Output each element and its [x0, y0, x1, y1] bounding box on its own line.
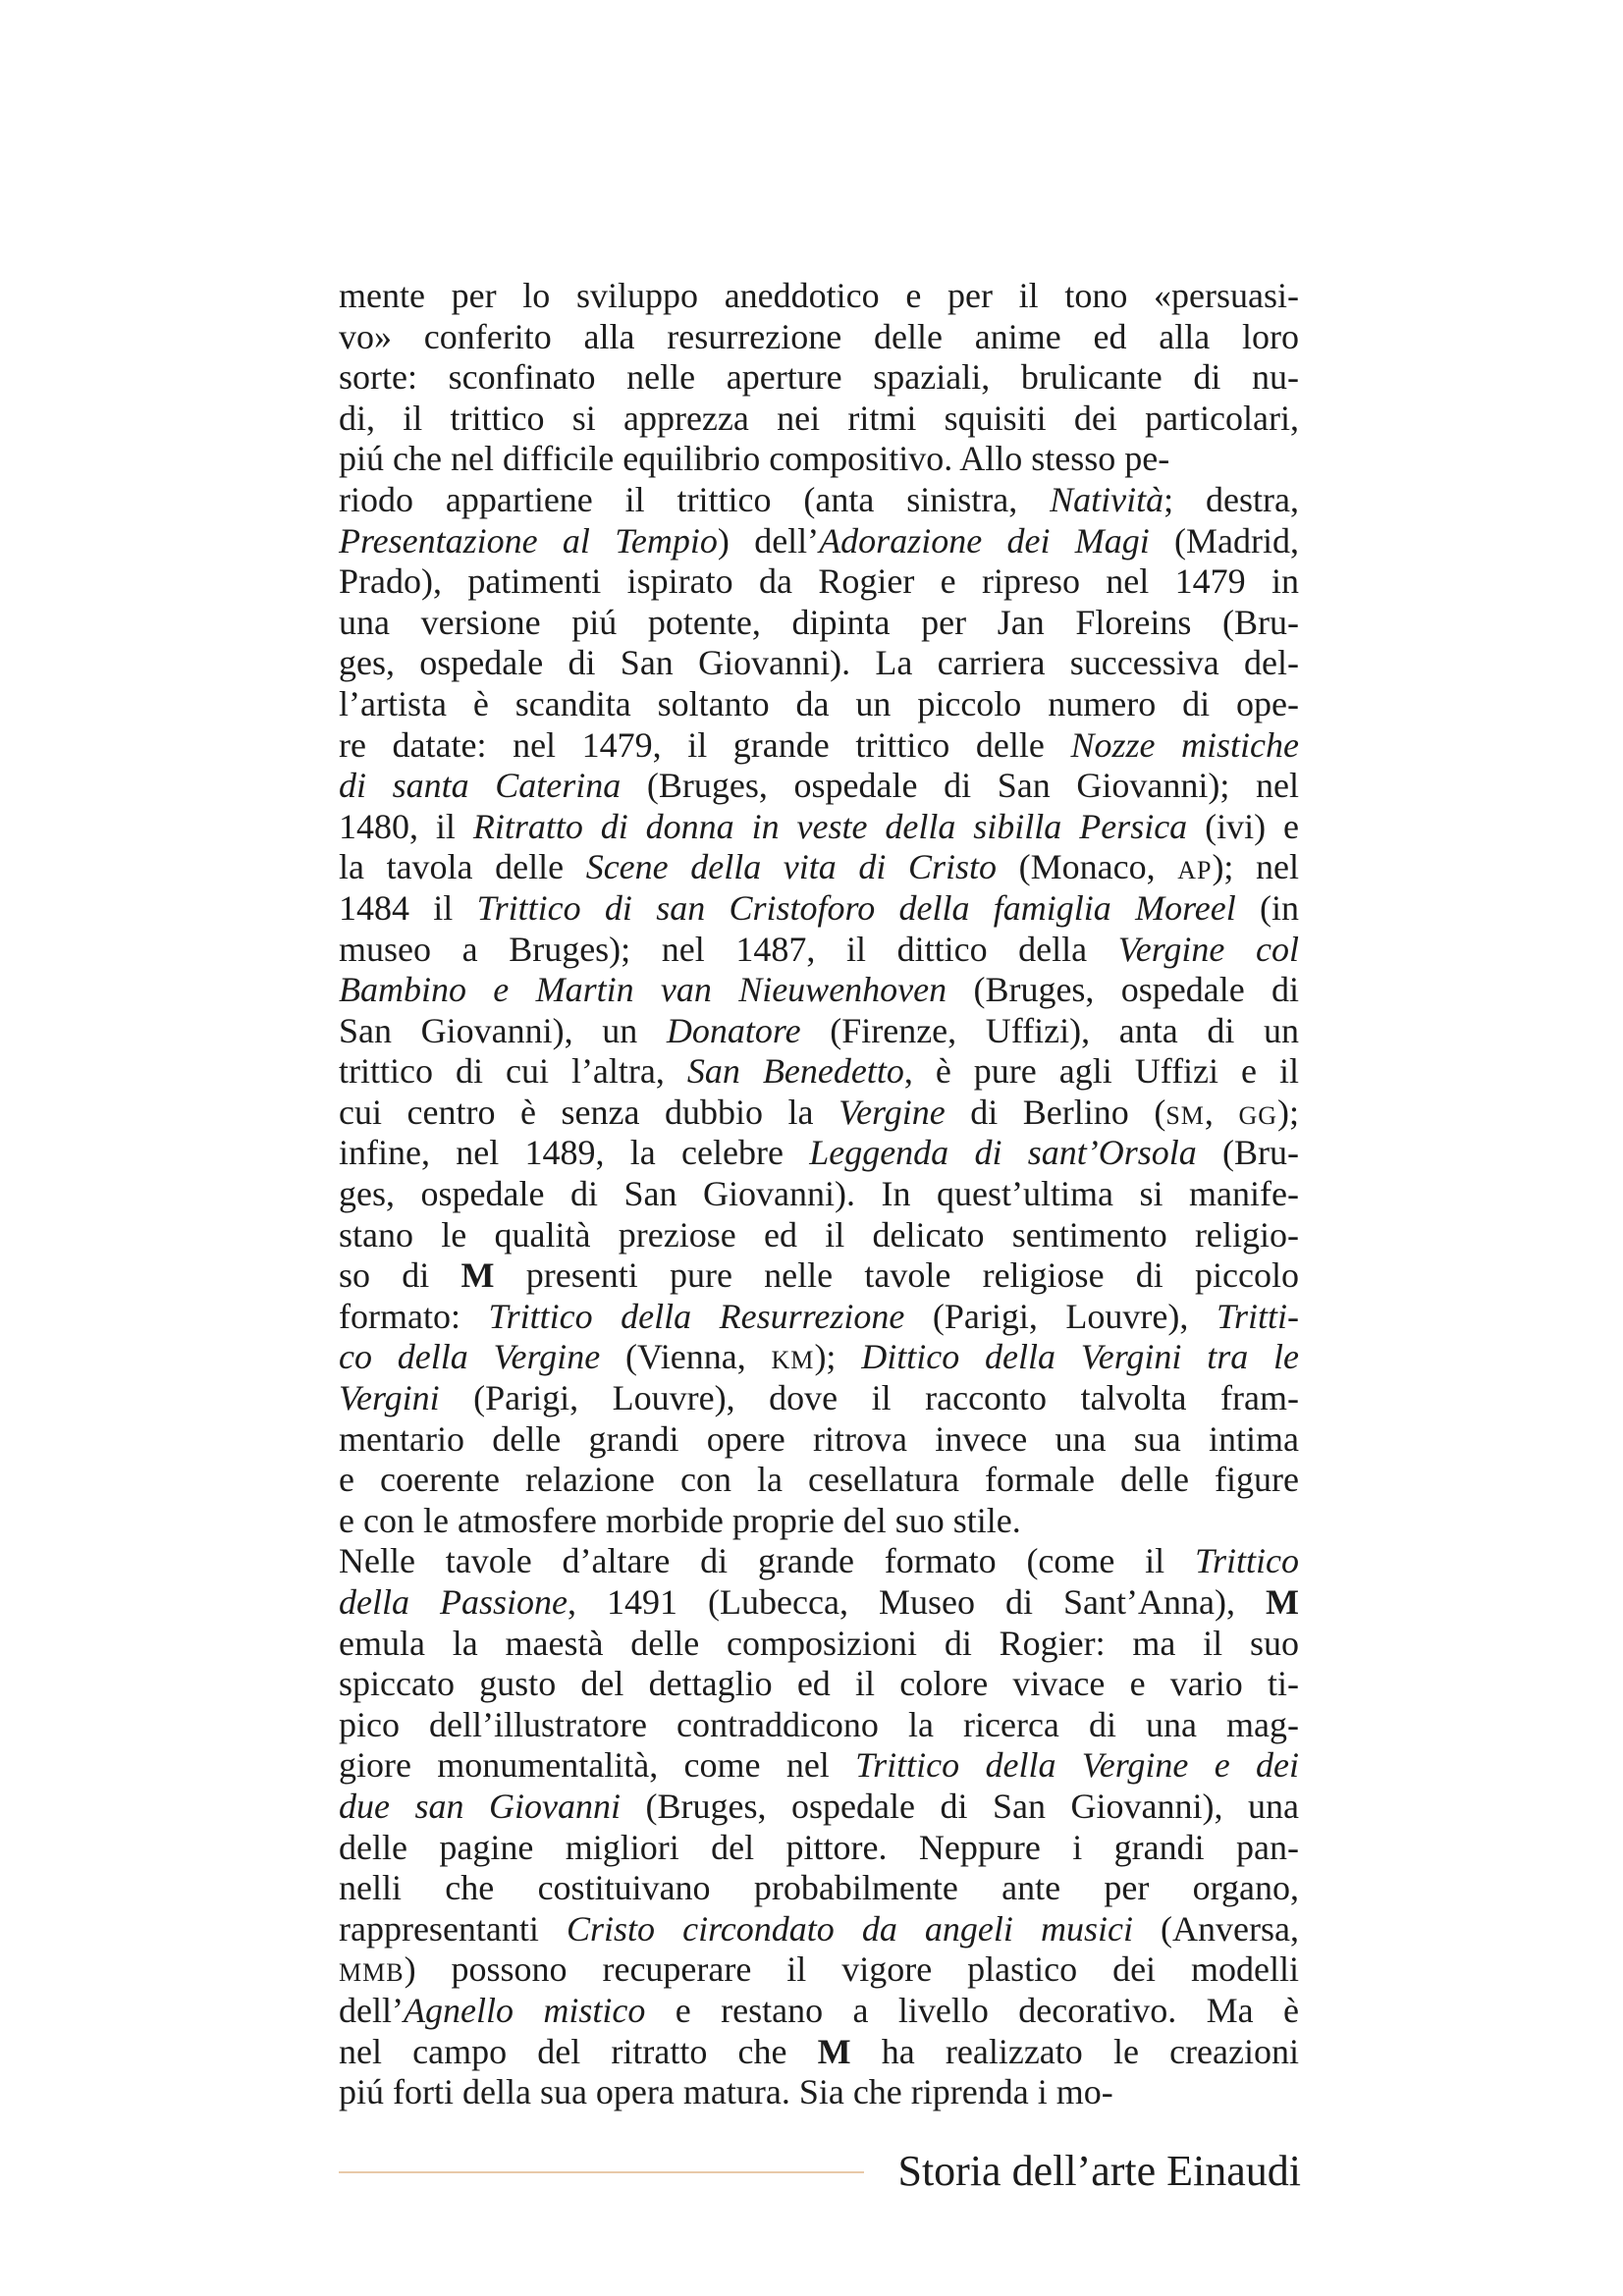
italic-title: Agnello mistico	[403, 1990, 646, 2030]
italic-title: co della Vergine	[339, 1337, 601, 1377]
text-line	[339, 1501, 1299, 1542]
italic-title: Trittico della Vergine e dei	[855, 1745, 1299, 1786]
text-line	[339, 1541, 1299, 1582]
text-run: ); nel	[1212, 847, 1300, 887]
text-run: (Vienna,	[600, 1337, 772, 1377]
text-run: ges, ospedale di San Giovanni). La carriera successiva del-	[339, 643, 1299, 683]
italic-title: Trittico	[1194, 1541, 1299, 1581]
italic-title: di santa Caterina	[339, 766, 622, 806]
text-line	[339, 1787, 1299, 1828]
text-line	[339, 1011, 1299, 1052]
italic-title: Scene della vita di Cristo	[585, 847, 998, 887]
text-line	[339, 1991, 1299, 2032]
text-line	[339, 1378, 1299, 1419]
italic-title: Presentazione al Tempio	[339, 520, 718, 561]
text-line	[339, 399, 1299, 440]
text-line	[339, 1828, 1299, 1869]
text-line	[339, 1337, 1299, 1378]
text-run: ) possono recuperare il vigore plastico dei modelli	[404, 1949, 1299, 1990]
text-line	[339, 1215, 1299, 1256]
text-run: (Parigi, Louvre),	[904, 1296, 1217, 1336]
text-run: 1484 il	[339, 887, 477, 928]
italic-title: Vergini	[339, 1378, 440, 1418]
text-line	[339, 1419, 1299, 1461]
text-line	[339, 480, 1299, 521]
italic-title: Donatore	[666, 1010, 801, 1050]
text-line	[339, 725, 1299, 767]
text-run: l’artista è scandita soltanto da un piccolo numero di ope-	[339, 683, 1299, 723]
text-run: ha realizzato le creazioni	[850, 2031, 1299, 2071]
text-run: cui centro è senza dubbio la	[339, 1092, 839, 1132]
bold-initial: M	[460, 1255, 495, 1296]
text-line	[339, 317, 1299, 358]
text-run: (Bruges, ospedale di San Giovanni), una	[621, 1786, 1300, 1826]
text-run: (Bruges, ospedale di San Giovanni); nel	[621, 766, 1299, 806]
bold-initial: M	[817, 2031, 851, 2071]
text-run: (in	[1235, 887, 1299, 928]
text-line	[339, 1624, 1299, 1665]
text-line	[339, 1868, 1299, 1909]
text-run: riodo appartiene il trittico (anta sinistra,	[339, 479, 1051, 519]
text-run: , 1491 (Lubecca, Museo di Sant’Anna),	[568, 1582, 1266, 1622]
text-run: una versione piú potente, dipinta per Jan Floreins (Bru-	[339, 602, 1299, 642]
text-run: 1480, il	[339, 806, 473, 846]
italic-title: della Passione	[339, 1582, 568, 1622]
body-text	[339, 276, 1299, 2113]
text-run: infine, nel 1489, la celebre	[339, 1133, 810, 1173]
text-line	[339, 930, 1299, 971]
text-run: ,	[1204, 1092, 1239, 1132]
text-line	[339, 1664, 1299, 1705]
italic-title: Nozze mistiche	[1070, 724, 1299, 765]
text-line	[339, 1705, 1299, 1746]
text-run: , è pure agli Uffizi e il	[903, 1051, 1300, 1092]
text-line	[339, 970, 1299, 1011]
text-run: mente per lo sviluppo aneddotico e per il tono «persuasi-	[339, 276, 1299, 315]
text-run: (Monaco,	[997, 847, 1178, 887]
text-run: emula la maestà delle composizioni di Rogier: ma il suo	[339, 1623, 1299, 1663]
small-caps-abbr: KM	[771, 1346, 815, 1375]
text-run: e restano a livello decorativo. Ma è	[645, 1990, 1299, 2030]
text-line	[339, 1174, 1299, 1215]
small-caps-abbr: MMB	[339, 1958, 405, 1988]
small-caps-abbr: SM	[1165, 1100, 1205, 1130]
text-run: (Bruges, ospedale di	[947, 970, 1299, 1010]
text-line	[339, 1297, 1299, 1338]
text-run: Prado), patimenti ispirato da Rogier e ripreso nel 1479 in	[339, 561, 1299, 602]
italic-title: Vergine	[839, 1092, 946, 1132]
text-run: pico dell’illustratore contraddicono la ricerca di una mag-	[339, 1704, 1299, 1744]
text-line	[339, 561, 1299, 603]
italic-title: Ritratto di donna in veste della sibilla Persica	[472, 806, 1188, 846]
text-run: (Anversa,	[1132, 1908, 1299, 1949]
italic-title: Tritti-	[1216, 1296, 1299, 1336]
text-run: e con le atmosfere morbide proprie del suo stile.	[339, 1500, 1021, 1540]
text-line	[339, 766, 1299, 807]
text-run: formato:	[339, 1296, 489, 1336]
text-run: trittico di cui l’altra,	[339, 1051, 687, 1092]
text-run: ; destra,	[1163, 479, 1299, 519]
italic-title: Adorazione dei Magi	[819, 520, 1150, 561]
footer-title: Storia dell’arte Einaudi	[897, 2147, 1301, 2195]
text-run: );	[1277, 1092, 1299, 1132]
text-line	[339, 684, 1299, 725]
text-line	[339, 439, 1299, 480]
text-line	[339, 643, 1299, 684]
italic-title: Trittico della Resurrezione	[488, 1296, 905, 1336]
text-run: );	[814, 1337, 862, 1377]
text-run: re datate: nel 1479, il grande trittico delle	[339, 724, 1071, 765]
text-run: presenti pure nelle tavole religiose di piccolo	[494, 1255, 1299, 1296]
text-line	[339, 1255, 1299, 1297]
text-line	[339, 1133, 1299, 1174]
text-run: nel campo del ritratto che	[339, 2031, 818, 2071]
text-line	[339, 2032, 1299, 2073]
bold-initial: M	[1266, 1582, 1299, 1622]
text-run: sorte: sconfinato nelle aperture spaziali, brulicante di nu-	[339, 357, 1299, 398]
italic-title: Leggenda di sant’Orsola	[809, 1133, 1197, 1173]
text-run: delle pagine migliori del pittore. Neppure i grandi pan-	[339, 1827, 1299, 1867]
text-run: mentario delle grandi opere ritrova invece una sua intima	[339, 1418, 1299, 1459]
text-run: dell’	[339, 1990, 404, 2030]
text-line	[339, 1582, 1299, 1624]
text-run: (Parigi, Louvre), dove il racconto talvolta fram-	[439, 1378, 1299, 1418]
text-line	[339, 521, 1299, 562]
small-caps-abbr: AP	[1177, 856, 1213, 885]
italic-title: San Benedetto	[686, 1051, 904, 1092]
text-run: ges, ospedale di San Giovanni). In quest’ultima si manife-	[339, 1174, 1299, 1214]
text-run: (Madrid,	[1149, 520, 1300, 561]
footer-rule	[339, 2171, 864, 2173]
text-line	[339, 1909, 1299, 1950]
text-run: di, il trittico si apprezza nei ritmi squisiti dei particolari,	[339, 398, 1299, 438]
italic-title: Dittico della Vergini tra le	[861, 1337, 1299, 1377]
text-run: so di	[339, 1255, 461, 1296]
text-line	[339, 1093, 1299, 1134]
text-line	[339, 603, 1299, 644]
text-run: Nelle tavole d’altare di grande formato (come il	[339, 1541, 1195, 1581]
text-run: la tavola delle	[339, 847, 586, 887]
text-run: nelli che costituivano probabilmente ante per organo,	[339, 1868, 1299, 1908]
text-line	[339, 807, 1299, 848]
italic-title: Natività	[1050, 479, 1164, 519]
text-run: giore monumentalità, come nel	[339, 1745, 856, 1786]
text-run: rappresentanti	[339, 1908, 567, 1949]
italic-title: Cristo circondato da angeli musici	[567, 1908, 1133, 1949]
text-run: piú forti della sua opera matura. Sia che riprenda i mo-	[339, 2072, 1113, 2112]
italic-title: due san Giovanni	[339, 1786, 622, 1826]
text-run: (Bru-	[1196, 1133, 1299, 1173]
text-run: e coerente relazione con la cesellatura formale delle figure	[339, 1460, 1299, 1500]
text-line	[339, 1051, 1299, 1093]
text-run: (Firenze, Uffizi), anta di un	[800, 1010, 1300, 1050]
text-line	[339, 888, 1299, 930]
italic-title: Trittico di san Cristoforo della famiglia Moreel	[476, 887, 1236, 928]
text-line	[339, 276, 1299, 317]
small-caps-abbr: GG	[1238, 1100, 1277, 1130]
text-line	[339, 2072, 1299, 2113]
text-run: (ivi) e	[1187, 806, 1299, 846]
text-line	[339, 357, 1299, 399]
text-run: di Berlino (	[945, 1092, 1166, 1132]
text-run: vo» conferito alla resurrezione delle anime ed alla loro	[339, 316, 1299, 356]
text-run: piú che nel difficile equilibrio compositivo. Allo stesso pe-	[339, 439, 1170, 479]
text-run: San Giovanni), un	[339, 1010, 667, 1050]
text-line	[339, 847, 1299, 888]
text-line	[339, 1460, 1299, 1501]
text-line	[339, 1949, 1299, 1991]
italic-title: Bambino e Martin van Nieuwenhoven	[339, 970, 947, 1010]
text-run: spiccato gusto del dettaglio ed il colore vivace e vario ti-	[339, 1664, 1299, 1704]
italic-title: Vergine col	[1117, 929, 1299, 969]
text-run: stano le qualità preziose ed il delicato sentimento religio-	[339, 1214, 1299, 1255]
text-line	[339, 1745, 1299, 1787]
text-run: museo a Bruges); nel 1487, il dittico della	[339, 929, 1118, 969]
text-run: ) dell’	[717, 520, 820, 561]
